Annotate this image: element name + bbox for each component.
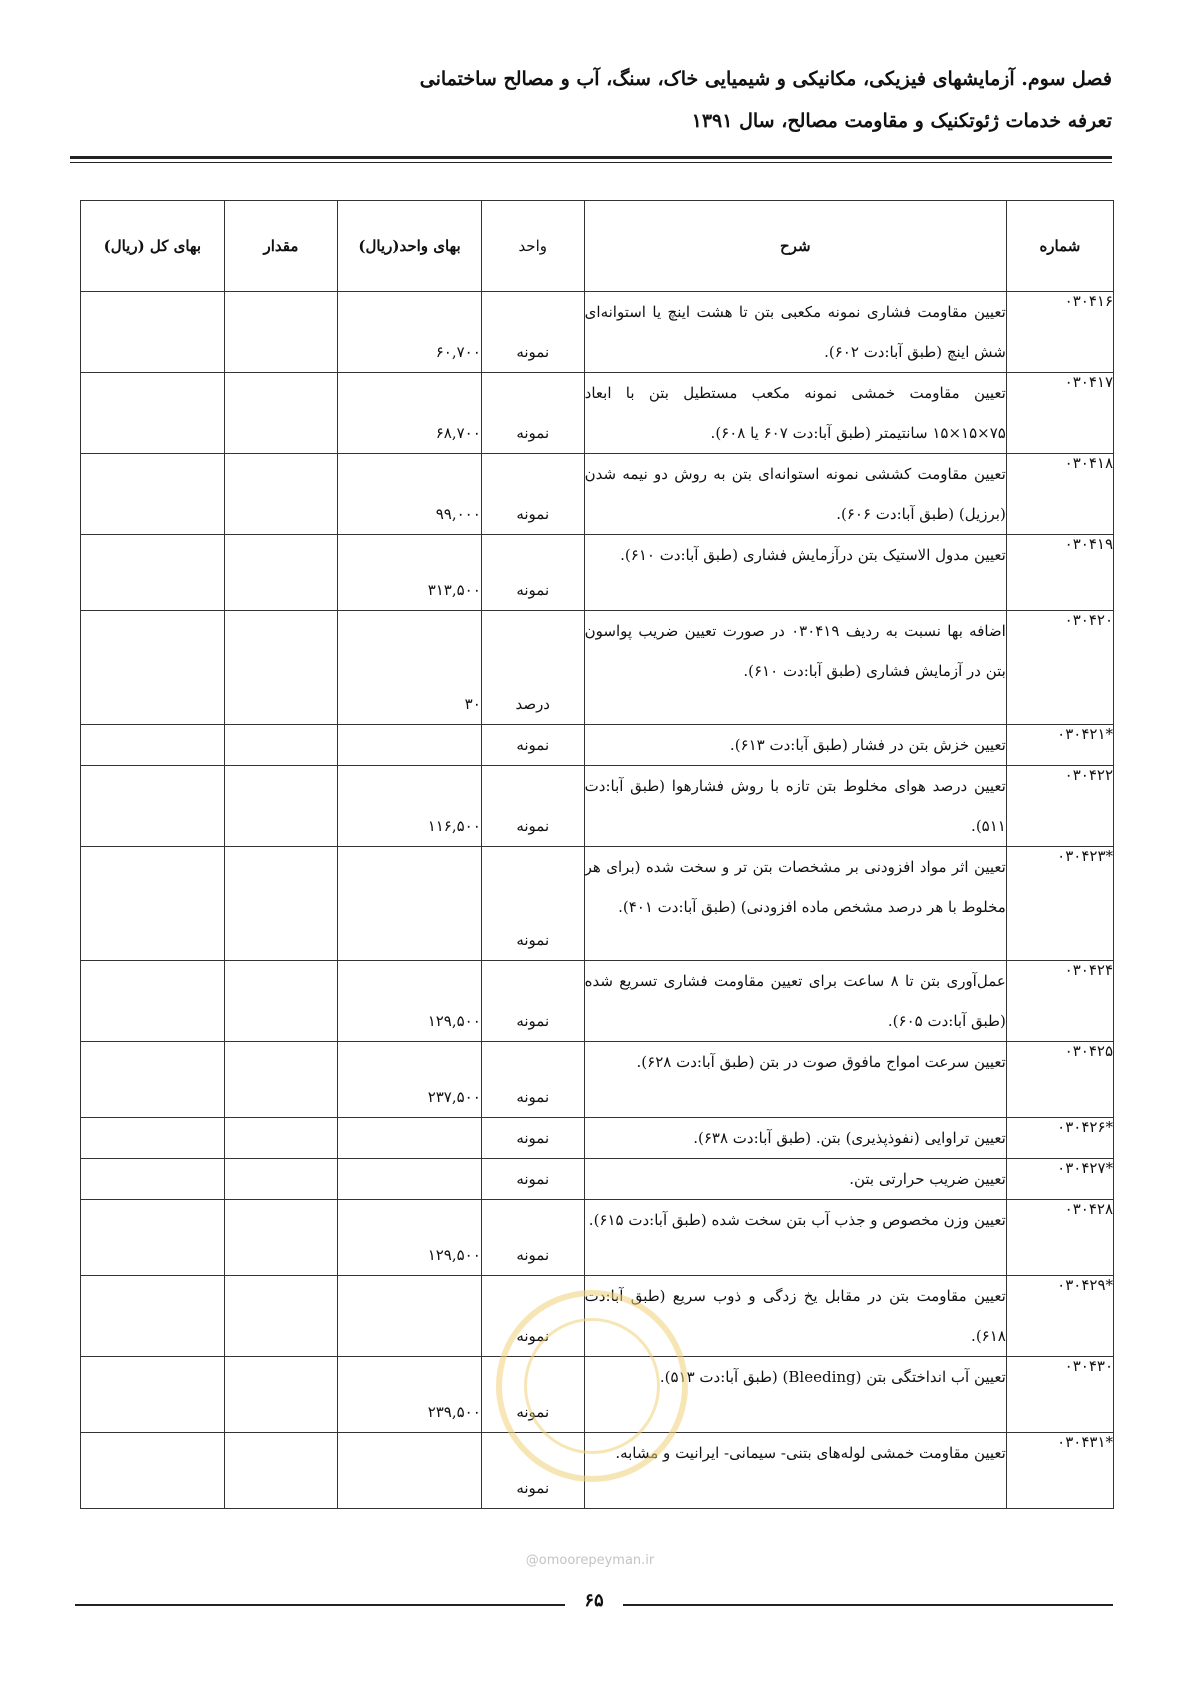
- table-row: [81, 1159, 1114, 1200]
- row-quantity: [224, 292, 338, 373]
- header-code: شماره: [1006, 201, 1113, 292]
- row-description: تعیین مقاومت فشاری نمونه مکعبی بتن تا هشت اینچ یا استوانه‌ای شش اینچ (طبق آبا:دت ۶۰۲).: [584, 292, 1006, 373]
- table-row: [81, 373, 1114, 454]
- row-unit: نمونه: [481, 292, 584, 373]
- row-unit: نمونه: [481, 725, 584, 766]
- row-unit: نمونه: [481, 373, 584, 454]
- table-row: [81, 847, 1114, 961]
- row-description: تعیین خزش بتن در فشار (طبق آبا:دت ۶۱۳).: [584, 725, 1006, 766]
- row-code: ۰۳۰۴۱۹: [1006, 535, 1113, 611]
- table-row: [81, 1200, 1114, 1276]
- row-description: تعیین مقاومت خمشی نمونه مکعب مستطیل بتن با ابعاد ۷۵×۱۵×۱۵ سانتیمتر (طبق آبا:دت ۶۰۷ یا ۶۰۸).: [584, 373, 1006, 454]
- header-rule-thick: [70, 156, 1112, 159]
- row-code: ۰۳۰۴۱۸: [1006, 454, 1113, 535]
- row-code: ۰۳۰۴۱۷: [1006, 373, 1113, 454]
- row-total-price: [81, 847, 225, 961]
- row-description: تعیین تراوایی (نفوذپذیری) بتن. (طبق آبا:دت ۶۳۸).: [584, 1118, 1006, 1159]
- row-description: تعیین درصد هوای مخلوط بتن تازه با روش فشارهوا (طبق آبا:دت ۵۱۱).: [584, 766, 1006, 847]
- row-unit-price: [338, 1433, 482, 1509]
- row-description: تعیین مقاومت خمشی لوله‌های بتنی- سیمانی- ایرانیت و مشابه.: [584, 1433, 1006, 1509]
- row-unit: نمونه: [481, 1042, 584, 1118]
- row-quantity: [224, 535, 338, 611]
- row-total-price: [81, 535, 225, 611]
- row-quantity: [224, 1042, 338, 1118]
- row-unit-price: ۳۰: [338, 611, 482, 725]
- row-total-price: [81, 1118, 225, 1159]
- row-unit-price: [338, 1118, 482, 1159]
- row-description: تعیین مقاومت کششی نمونه استوانه‌ای بتن به روش دو نیمه شدن (برزیل) (طبق آبا:دت ۶۰۶).: [584, 454, 1006, 535]
- row-quantity: [224, 1433, 338, 1509]
- row-description: تعیین ضریب حرارتی بتن.: [584, 1159, 1006, 1200]
- row-unit-price: ۹۹,۰۰۰: [338, 454, 482, 535]
- row-code: ۰۳۰۴۱۶: [1006, 292, 1113, 373]
- row-code: *۰۳۰۴۲۱: [1006, 725, 1113, 766]
- row-unit-price: [338, 847, 482, 961]
- table-row: [81, 1042, 1114, 1118]
- header-desc: شرح: [584, 201, 1006, 292]
- row-quantity: [224, 1200, 338, 1276]
- row-unit: نمونه: [481, 1276, 584, 1357]
- header-qty: مقدار: [224, 201, 338, 292]
- row-total-price: [81, 1276, 225, 1357]
- header-total: بهای کل (ریال): [81, 201, 225, 292]
- row-description: تعیین مدول الاستیک بتن درآزمایش فشاری (طبق آبا:دت ۶۱۰).: [584, 535, 1006, 611]
- row-code: *۰۳۰۴۲۷: [1006, 1159, 1113, 1200]
- row-description: تعیین وزن مخصوص و جذب آب بتن سخت شده (طبق آبا:دت ۶۱۵).: [584, 1200, 1006, 1276]
- row-unit-price: ۱۲۹,۵۰۰: [338, 1200, 482, 1276]
- row-total-price: [81, 1357, 225, 1433]
- row-total-price: [81, 766, 225, 847]
- row-code: *۰۳۰۴۲۳: [1006, 847, 1113, 961]
- table-row: [81, 1118, 1114, 1159]
- row-unit-price: ۱۲۹,۵۰۰: [338, 961, 482, 1042]
- row-quantity: [224, 766, 338, 847]
- row-unit: نمونه: [481, 1433, 584, 1509]
- row-code: *۰۳۰۴۲۶: [1006, 1118, 1113, 1159]
- row-description: عمل‌آوری بتن تا ۸ ساعت برای تعیین مقاومت فشاری تسریع شده (طبق آبا:دت ۶۰۵).: [584, 961, 1006, 1042]
- row-unit: درصد: [481, 611, 584, 725]
- row-quantity: [224, 373, 338, 454]
- table-row: [81, 1357, 1114, 1433]
- row-quantity: [224, 961, 338, 1042]
- row-unit: نمونه: [481, 454, 584, 535]
- row-unit-price: ۳۱۳,۵۰۰: [338, 535, 482, 611]
- row-total-price: [81, 292, 225, 373]
- row-quantity: [224, 454, 338, 535]
- row-unit-price: ۲۳۹,۵۰۰: [338, 1357, 482, 1433]
- row-unit: نمونه: [481, 1357, 584, 1433]
- row-code: *۰۳۰۴۳۱: [1006, 1433, 1113, 1509]
- row-code: ۰۳۰۴۲۸: [1006, 1200, 1113, 1276]
- document-title: تعرفه خدمات ژئوتکنیک و مقاومت مصالح، سال ۱۳۹۱: [691, 110, 1112, 132]
- row-total-price: [81, 1200, 225, 1276]
- table-row: [81, 535, 1114, 611]
- row-unit: نمونه: [481, 535, 584, 611]
- row-code: ۰۳۰۴۳۰: [1006, 1357, 1113, 1433]
- row-code: ۰۳۰۴۲۵: [1006, 1042, 1113, 1118]
- header-unit: واحد: [481, 201, 584, 292]
- table-header-row: [81, 201, 1114, 292]
- chapter-title: فصل سوم. آزمایشهای فیزیکی، مکانیکی و شیمیایی خاک، سنگ، آب و مصالح ساختمانی: [419, 68, 1112, 90]
- tariff-table: [80, 200, 1114, 1509]
- row-description: تعیین سرعت امواج مافوق صوت در بتن (طبق آبا:دت ۶۲۸).: [584, 1042, 1006, 1118]
- row-quantity: [224, 725, 338, 766]
- row-unit: نمونه: [481, 766, 584, 847]
- table-row: [81, 1433, 1114, 1509]
- row-unit-price: [338, 1159, 482, 1200]
- row-total-price: [81, 454, 225, 535]
- footer-rule-left: [75, 1604, 565, 1606]
- row-unit: نمونه: [481, 1200, 584, 1276]
- row-description: اضافه بها نسبت به ردیف ۰۳۰۴۱۹ در صورت تعیین ضریب پواسون بتن در آزمایش فشاری (طبق آبا:دت ۶۱۰).: [584, 611, 1006, 725]
- row-unit-price: ۱۱۶,۵۰۰: [338, 766, 482, 847]
- page-header: [78, 58, 1112, 142]
- row-total-price: [81, 961, 225, 1042]
- row-code: *۰۳۰۴۲۹: [1006, 1276, 1113, 1357]
- header-price: بهای واحد(ریال): [338, 201, 482, 292]
- row-total-price: [81, 611, 225, 725]
- row-description: تعیین مقاومت بتن در مقابل یخ زدگی و ذوب سریع (طبق آبا:دت ۶۱۸).: [584, 1276, 1006, 1357]
- row-quantity: [224, 847, 338, 961]
- row-total-price: [81, 1042, 225, 1118]
- table-row: [81, 292, 1114, 373]
- row-unit-price: [338, 1276, 482, 1357]
- row-quantity: [224, 1357, 338, 1433]
- table-body: [81, 292, 1114, 1509]
- row-unit: نمونه: [481, 961, 584, 1042]
- row-unit-price: ۶۰,۷۰۰: [338, 292, 482, 373]
- table-row: [81, 725, 1114, 766]
- row-total-price: [81, 1433, 225, 1509]
- header-rule-thin: [70, 162, 1112, 163]
- row-total-price: [81, 1159, 225, 1200]
- row-unit: نمونه: [481, 1159, 584, 1200]
- row-quantity: [224, 1276, 338, 1357]
- row-unit-price: [338, 725, 482, 766]
- row-quantity: [224, 1159, 338, 1200]
- row-quantity: [224, 1118, 338, 1159]
- table-row: [81, 1276, 1114, 1357]
- row-unit-price: ۲۳۷,۵۰۰: [338, 1042, 482, 1118]
- table-row: [81, 961, 1114, 1042]
- footer-rule-right: [623, 1604, 1113, 1606]
- watermark-url: @omoorepeyman.ir: [525, 1553, 655, 1568]
- table-row: [81, 454, 1114, 535]
- row-code: ۰۳۰۴۲۰: [1006, 611, 1113, 725]
- row-code: ۰۳۰۴۲۴: [1006, 961, 1113, 1042]
- row-unit: نمونه: [481, 1118, 584, 1159]
- row-unit-price: ۶۸,۷۰۰: [338, 373, 482, 454]
- row-description: تعیین آب انداختگی بتن (Bleeding) (طبق آبا:دت ۵۱۳).: [584, 1357, 1006, 1433]
- row-total-price: [81, 373, 225, 454]
- row-unit: نمونه: [481, 847, 584, 961]
- row-total-price: [81, 725, 225, 766]
- table-row: [81, 611, 1114, 725]
- row-code: ۰۳۰۴۲۲: [1006, 766, 1113, 847]
- table-row: [81, 766, 1114, 847]
- page-number: ۶۵: [584, 1590, 604, 1611]
- row-description: تعیین اثر مواد افزودنی بر مشخصات بتن تر و سخت شده (برای هر مخلوط با هر درصد مشخص ماده افزودنی) (طبق آبا:دت ۴۰۱).: [584, 847, 1006, 961]
- row-quantity: [224, 611, 338, 725]
